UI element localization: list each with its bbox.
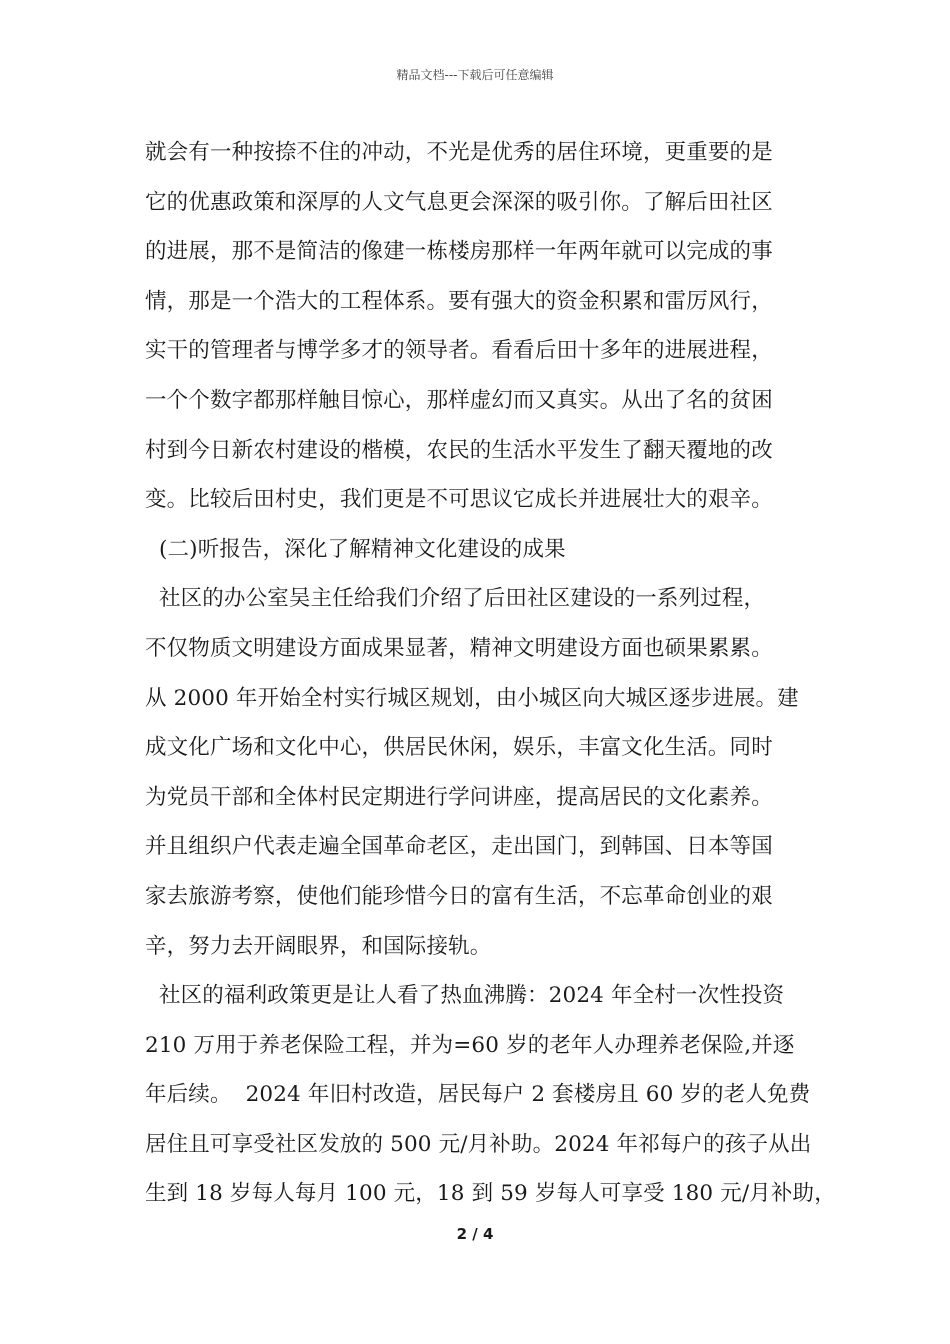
text-line: 生到 18 岁每人每月 100 元，18 到 59 岁每人可享受 180 元/月补助，	[145, 1181, 836, 1207]
text-line: 情，那是一个浩大的工程体系。要有强大的资金积累和雷厉风行，	[145, 288, 773, 314]
text-line: 年后续。 2024 年旧村改造，居民每户 2 套楼房且 60 岁的老人免费	[145, 1082, 811, 1108]
text-line: 不仅物质文明建设方面成果显著，精神文明建设方面也硕果累累。	[145, 635, 773, 661]
page-number: 2 / 4	[456, 1225, 494, 1243]
text-line: 210 万用于养老保险工程，并为=60 岁的老年人办理养老保险,并逐	[145, 1032, 795, 1058]
text-line: 为党员干部和全体村民定期进行学问讲座，提高居民的文化素养。	[145, 784, 773, 810]
text-line: 成文化广场和文化中心，供居民休闲，娱乐，丰富文化生活。同时	[145, 735, 773, 761]
text-line: 社区的福利政策更是让人看了热血沸腾：2024 年全村一次性投资	[145, 983, 785, 1009]
text-line: 一个个数字都那样触目惊心，那样虚幻而又真实。从出了名的贫困	[145, 387, 773, 413]
text-line: 社区的办公室吴主任给我们介绍了后田社区建设的一系列过程，	[145, 586, 766, 612]
text-line: 的进展，那不是简洁的像建一栋楼房那样一年两年就可以完成的事	[145, 239, 773, 265]
text-line: 辛，努力去开阔眼界，和国际接轨。	[145, 933, 492, 959]
text-line: 实干的管理者与博学多才的领导者。看看后田十多年的进展进程，	[145, 338, 773, 364]
text-line: 家去旅游考察，使他们能珍惜今日的富有生活，不忘革命创业的艰	[145, 883, 773, 909]
text-line: 并且组织户代表走遍全国革命老区，走出国门，到韩国、日本等国	[145, 834, 773, 860]
text-line: 村到今日新农村建设的楷模，农民的生活水平发生了翻天覆地的改	[145, 437, 773, 463]
text-line: 居住且可享受社区发放的 500 元/月补助。2024 年祁每户的孩子从出	[145, 1131, 812, 1157]
page-header: 精品文档---下载后可任意编辑	[396, 68, 554, 82]
text-line: 就会有一种按捺不住的冲动，不光是优秀的居住环境，更重要的是	[145, 140, 773, 165]
document-body	[145, 128, 836, 1219]
text-line: 变。比较后田村史，我们更是不可思议它成长并进展壮大的艰辛。	[145, 487, 773, 513]
text-line: 它的优惠政策和深厚的人文气息更会深深的吸引你。了解后田社区	[145, 189, 773, 215]
section-heading: (二)听报告，深化了解精神文化建设的成果	[145, 536, 566, 562]
text-line: 从 2000 年开始全村实行城区规划，由小城区向大城区逐步进展。建	[145, 685, 799, 711]
